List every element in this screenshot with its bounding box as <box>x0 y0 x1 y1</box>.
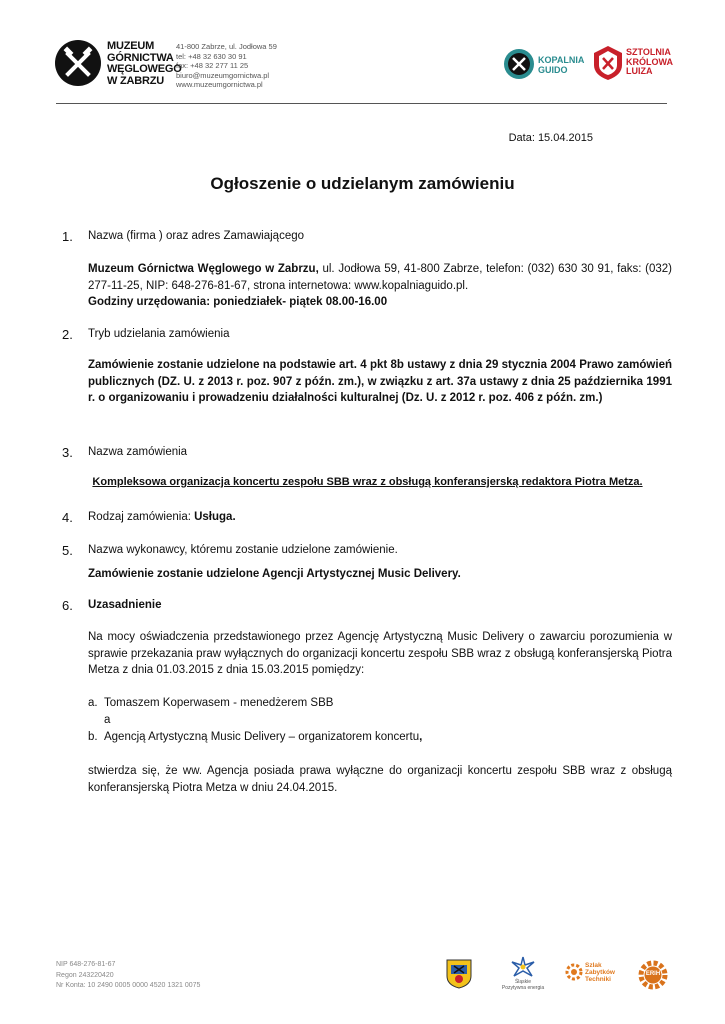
section-2-heading: Tryb udzielania zamówienia <box>88 328 230 340</box>
document-date: Data: 15.04.2015 <box>508 132 593 144</box>
list-conjunction: a <box>104 714 111 726</box>
section-2-body: Zamówienie zostanie udzielone na podstawie art. 4 pkt 8b ustawy z dnia 29 stycznia 2004 Prawo zamówień publicznych (DZ. U. z 2013 r. poz. 907 z późn. zm.), w związku z art. 37a ustawy z dnia 25 października 1991 r. o organizowaniu i prowadzeniu działalności kulturalnej (Dz. U. z 2012 r. poz. 406 z późn. zm.) <box>88 359 672 404</box>
list-item-a: a. Tomaszem Koperwasem - menedżerem SBB <box>88 697 334 709</box>
contact-block: 41-800 Zabrze, ul. Jodłowa 59 tel: +48 32 630 30 91 fax: +48 32 277 11 25 biuro@muzeumgornictwa.pl www.muzeumgornictwa.pl <box>176 42 277 90</box>
footer-registry: NIP 648-276-81-67 Regon 243220420 Nr Konta: 10 2490 0005 0000 4520 1321 0075 <box>56 961 201 989</box>
zabrze-coat-of-arms-icon <box>446 959 472 989</box>
section-6-number: 6. <box>62 598 73 613</box>
office-hours: Godziny urzędowania: poniedziałek- piątek 08.00-16.00 <box>88 296 388 308</box>
section-5-heading: Nazwa wykonawcy, któremu zostanie udzielone zamówienie. <box>88 544 398 556</box>
order-type: Usługa. <box>194 511 236 523</box>
contractor-name: Muzeum Górnictwa Węglowego w Zabrzu, <box>88 263 319 275</box>
list-item-b: b. Agencją Artystyczną Music Delivery – organizatorem koncertu, <box>88 731 423 743</box>
kopalnia-guido-logo-icon <box>503 48 535 80</box>
header-divider <box>56 103 667 104</box>
szlak-gear-icon <box>564 962 584 982</box>
museum-logo-icon <box>55 40 101 86</box>
contractor-address: ul. Jodłowa 59, 41-800 Zabrze, telefon: (032) 630 30 91, faks: (032) 277-11-25, NIP: 648-276-81-67, strona internetowa: www.kopalniaguido.pl. <box>88 263 672 292</box>
section-3-number: 3. <box>62 445 73 460</box>
kopalnia-guido-label: KOPALNIA GUIDO <box>538 55 585 75</box>
slaskie-logo-icon <box>510 956 536 978</box>
sztolnia-logo-icon <box>593 45 623 81</box>
section-1-body <box>88 261 672 311</box>
justification-paragraph-2: stwierdza się, że ww. Agencja posiada prawa wyłączne do organizacji koncertu zespołu SBB wraz z obsługą konferansjerską Piotra Metza w dniu 24.04.2015. <box>88 765 672 794</box>
section-3-heading: Nazwa zamówienia <box>88 446 188 458</box>
justification-paragraph-1: Na mocy oświadczenia przedstawionego przez Agencję Artystyczną Music Delivery o zawarciu porozumienia w sprawie przekazania praw wyłącznych do organizacji koncertu zespołu SBB wraz z obsługą konferansjerską Piotra Metza z dnia 01.03.2015 z dnia 15.03.2015 pomiędzy: <box>88 631 672 676</box>
slaskie-label: Śląskie Pozytywna energia <box>501 979 545 991</box>
section-2-number: 2. <box>62 327 73 342</box>
section-5-body: Zamówienie zostanie udzielone Agencji Artystycznej Music Delivery. <box>88 568 461 580</box>
document-title: Ogłoszenie o udzielanym zamówieniu <box>210 174 515 193</box>
sztolnia-label: SZTOLNIA KRÓLOWA LUIZA <box>626 47 673 76</box>
order-name: Kompleksowa organizacja koncertu zespołu SBB wraz z obsługą konferansjerską redaktora Piotra Metza. <box>92 476 643 488</box>
section-1-heading: Nazwa (firma ) oraz adres Zamawiającego <box>88 230 305 242</box>
section-1-number: 1. <box>62 229 73 244</box>
museum-name: MUZEUM GÓRNICTWA WĘGLOWEGO W ZABRZU <box>107 40 182 87</box>
section-6-heading: Uzasadnienie <box>88 599 162 611</box>
erih-label: ERIH <box>645 971 661 977</box>
section-4-number: 4. <box>62 510 73 525</box>
section-5-number: 5. <box>62 543 73 558</box>
section-4-heading: Rodzaj zamówienia: Usługa. <box>88 511 236 523</box>
szlak-label: Szlak Zabytków Techniki <box>585 962 615 983</box>
